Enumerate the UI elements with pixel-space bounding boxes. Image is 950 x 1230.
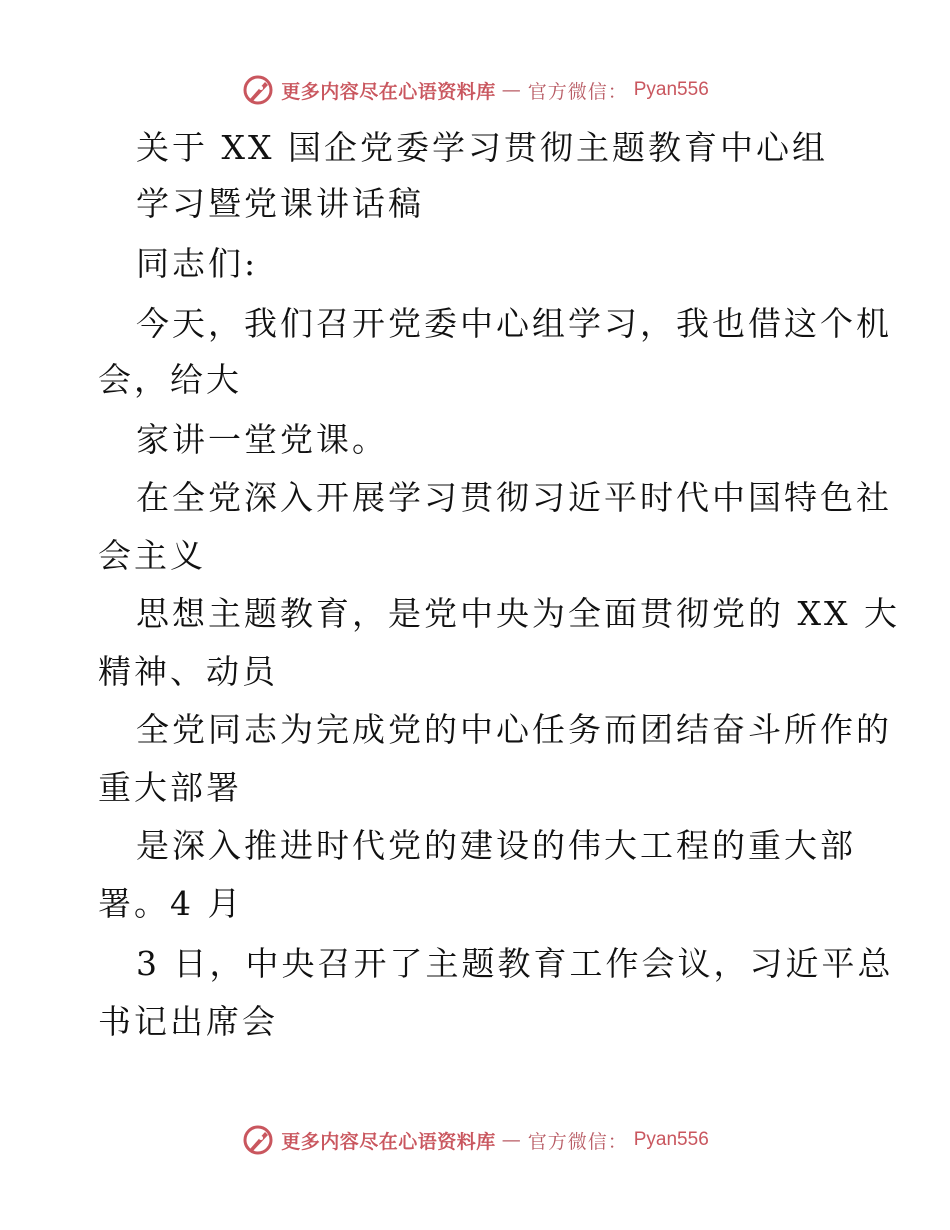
paragraph-line: 精神、动员	[98, 652, 278, 691]
paragraph-line: 会，给大	[98, 360, 242, 399]
paragraph-line: 在全党深入开展学习贯彻习近平时代中国特色社	[136, 478, 892, 517]
banner-wechat-label: 官方微信：	[527, 1130, 628, 1153]
pen-nib-logo-icon	[241, 1123, 275, 1157]
paragraph-line: 书记出席会	[98, 1002, 278, 1041]
salutation: 同志们:	[136, 244, 259, 283]
paragraph-line: 是深入推进时代党的建设的伟大工程的重大部	[136, 826, 856, 865]
banner-site-text: 更多内容尽在心语资料库	[281, 80, 496, 103]
paragraph-line: 今天，我们召开党委中心组学习，我也借这个机	[136, 304, 892, 343]
banner-site-text: 更多内容尽在心语资料库	[281, 1130, 496, 1153]
paragraph-line: 会主义	[98, 536, 206, 575]
header-banner	[0, 70, 950, 110]
title-line-2: 学习暨党课讲话稿	[136, 184, 424, 223]
banner-wechat-id: Pyan556	[633, 79, 709, 100]
footer-banner	[0, 1120, 950, 1160]
banner-wechat-label: 官方微信：	[527, 80, 628, 103]
paragraph-line: 3 日，中央召开了主题教育工作会议，习近平总	[136, 944, 894, 983]
banner-dash: —	[501, 1129, 522, 1151]
banner-wechat-id: Pyan556	[633, 1129, 709, 1150]
banner-dash: —	[501, 79, 522, 101]
paragraph-line: 重大部署	[98, 768, 242, 807]
paragraph-line: 家讲一堂党课。	[136, 420, 388, 459]
paragraph-line: 思想主题教育，是党中央为全面贯彻党的 XX 大	[136, 594, 900, 633]
title-line-1: 关于 XX 国企党委学习贯彻主题教育中心组	[136, 128, 828, 167]
paragraph-line: 署。4 月	[98, 884, 244, 923]
paragraph-line: 全党同志为完成党的中心任务而团结奋斗所作的	[136, 710, 892, 749]
pen-nib-logo-icon	[241, 73, 275, 107]
